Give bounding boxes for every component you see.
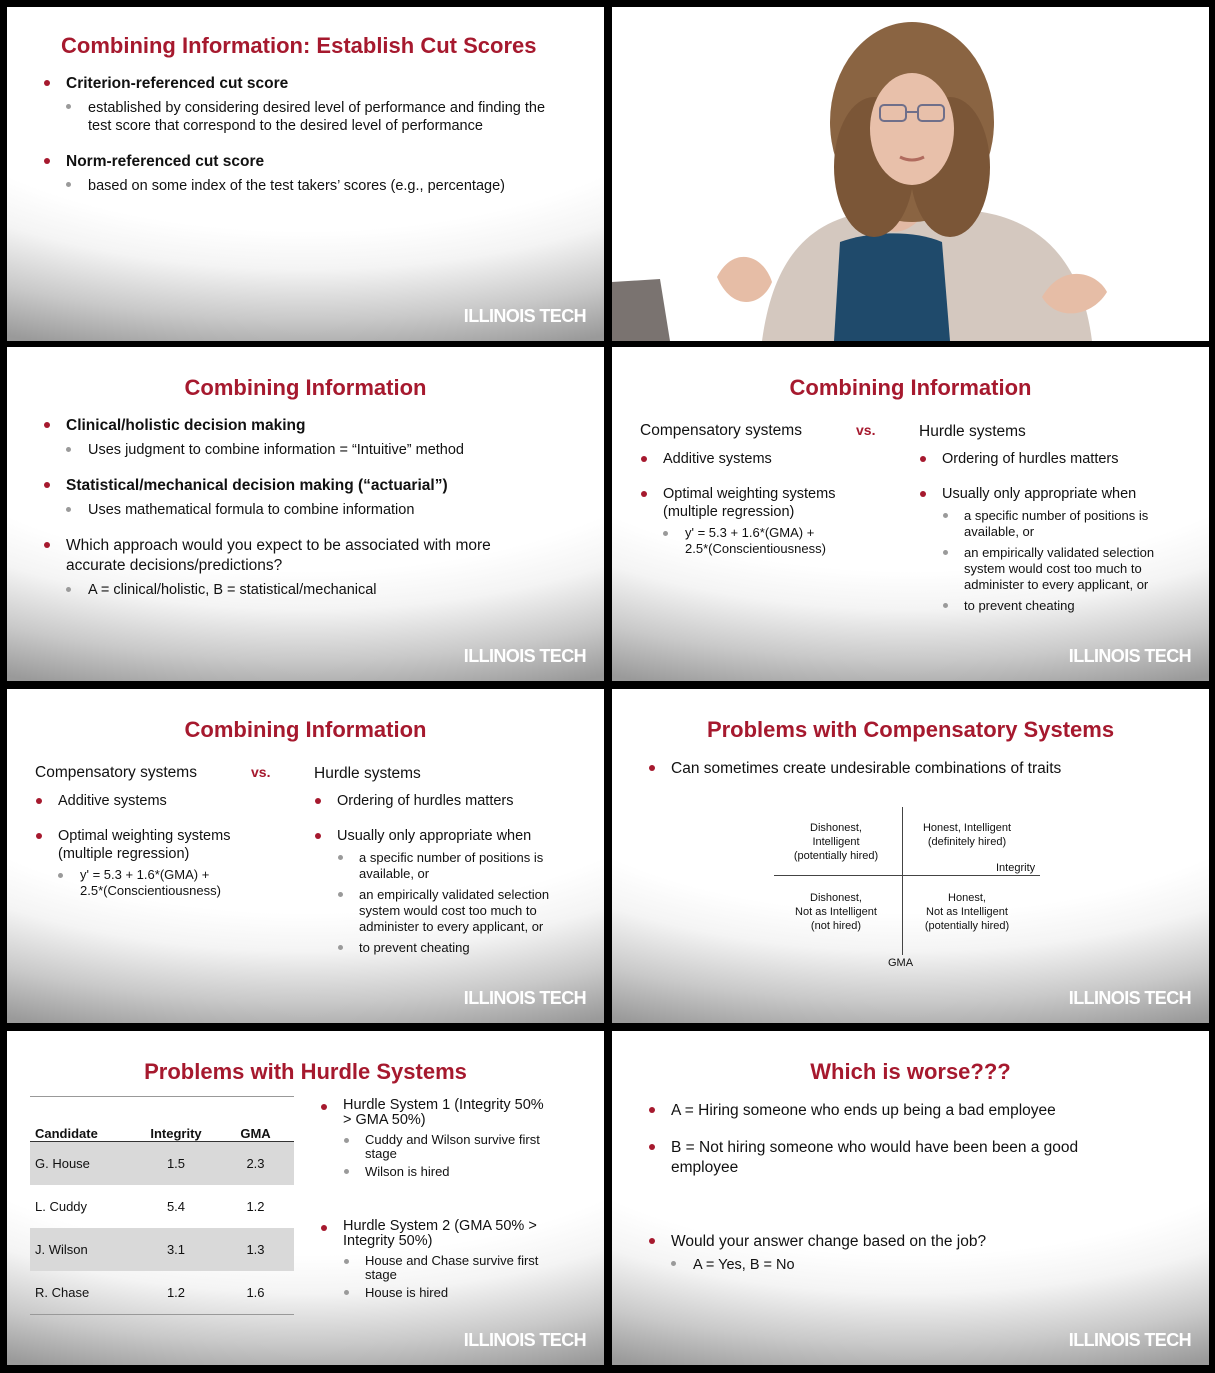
regression-line2: 2.5*(Conscientiousness) [80,883,221,898]
sub-bullet-icon [338,855,343,860]
sub-bullet-icon [943,603,948,608]
quadrant-bottom-left [780,891,892,933]
bullet-icon [641,456,647,462]
right-sub3: to prevent cheating [359,940,470,955]
compensatory-heading: Compensatory systems [35,764,197,781]
slide-decision-making [7,347,604,681]
slide-title: Combining Information [184,375,427,400]
table-cell: J. Wilson [35,1242,88,1257]
quadrant-text: (potentially hired) [924,920,1010,932]
quadrant-text: (not hired) [810,920,862,932]
sub-bullet-icon [66,507,71,512]
sub-criterion-line1: established by considering desired level of performance and finding the [88,100,546,116]
left-optimal-line1: Optimal weighting systems [663,486,836,502]
left-optimal-line1: Optimal weighting systems [58,828,231,844]
sub-bullet-icon [338,945,343,950]
table-cell: 1.2 [166,1285,186,1300]
right-sub1-line2: available, or [359,866,430,881]
bullet-icon [920,456,926,462]
right-sub1-line2: available, or [964,524,1035,539]
table-cell: R. Chase [35,1285,90,1300]
quadrant-text: (potentially hired) [793,850,879,862]
hurdle1-sub2: Wilson is hired [365,1164,450,1179]
sub-bullet-icon [66,447,71,452]
hurdle2-line2: Integrity 50%) [343,1233,433,1249]
slide-title: Which is worse??? [810,1059,1011,1084]
slide-cut-scores [7,7,604,341]
bullet-icon [321,1225,327,1231]
bullet-icon [649,1107,655,1113]
table-top-rule [30,1096,294,1097]
quadrant-text: (definitely hired) [927,836,1007,848]
right-ordering: Ordering of hurdles matters [337,793,514,809]
bullet-icon [44,80,50,86]
quadrant-text: Honest, Intelligent [922,822,1012,834]
sub-bullet-icon [943,513,948,518]
bullet-icon [315,798,321,804]
bullet-clinical: Clinical/holistic decision making [66,417,306,434]
bullet-icon [44,158,50,164]
illinois-tech-logo: ILLINOIS TECH [463,646,586,666]
table-row [30,1228,294,1271]
sub-answer: A = Yes, B = No [693,1257,795,1273]
table-header [30,1115,294,1142]
presenter-video [612,7,1209,341]
table-cell: 1.5 [166,1156,186,1171]
sub-criterion-line2: test score that correspond to the desired level of performance [88,118,483,134]
left-additive: Additive systems [58,793,167,809]
illinois-tech-logo: ILLINOIS TECH [1068,646,1191,666]
column-header: Integrity [150,1126,202,1141]
bullet-icon [641,491,647,497]
quadrant-top-right [910,821,1024,849]
quadrant-top-left [780,821,892,863]
hurdle2-sub1-line2: stage [365,1267,397,1282]
illinois-tech-logo: ILLINOIS TECH [463,306,586,326]
bullet-icon [649,1144,655,1150]
bullet-a: A = Hiring someone who ends up being a bad employee [671,1102,1056,1119]
illinois-tech-logo: ILLINOIS TECH [1068,1330,1191,1350]
presenter-figure [612,7,1209,341]
vs-label: vs. [856,422,876,438]
quadrant-text: Intelligent [812,836,860,848]
right-sub2-line1: an empirically validated selection [359,887,550,902]
y-axis-label: GMA [888,957,914,969]
right-sub2-line3: administer to every applicant, or [964,577,1149,592]
sub-bullet-icon [66,182,71,187]
table-cell: 1.3 [246,1242,265,1257]
regression-line1: y' = 5.3 + 1.6*(GMA) + [685,525,815,540]
sub-bullet-icon [58,873,63,878]
sub-norm: based on some index of the test takers’ scores (e.g., percentage) [88,178,505,194]
slide-title: Combining Information [184,717,427,742]
table-cell: 3.1 [166,1242,186,1257]
table-cell: 2.3 [246,1156,265,1171]
sub-question: A = clinical/holistic, B = statistical/mechanical [88,582,377,598]
slide-compare-systems [612,347,1209,681]
regression-line2: 2.5*(Conscientiousness) [685,541,826,556]
hurdle1-sub1-line1: Cuddy and Wilson survive first [365,1132,540,1147]
bullet-criterion: Criterion-referenced cut score [66,75,289,92]
quadrant-text: Not as Intelligent [926,906,1008,918]
sub-clinical: Uses judgment to combine information = “Intuitive” method [88,442,464,458]
bullet-question-line2: accurate decisions/predictions? [66,557,283,574]
slide-title: Problems with Hurdle Systems [144,1059,467,1084]
table-cell: 1.2 [246,1199,265,1214]
table-row [30,1142,294,1186]
bullet-icon [44,422,50,428]
quadrant-bottom-right [910,891,1024,933]
sub-bullet-icon [943,550,948,555]
vertical-axis [902,807,903,955]
bullet-norm: Norm-referenced cut score [66,153,265,170]
bullet-icon [321,1104,327,1110]
slide-hurdle-problems [7,1031,604,1365]
bullet-question-line1: Which approach would you expect to be associated with more [66,537,491,554]
x-axis-label: Integrity [996,862,1036,874]
sub-bullet-icon [663,531,668,536]
illinois-tech-logo: ILLINOIS TECH [463,1330,586,1350]
slide-title: Problems with Compensatory Systems [706,717,1115,742]
right-ordering: Ordering of hurdles matters [942,451,1119,467]
quadrant-text: Dishonest, [810,822,862,834]
bullet-icon [649,1238,655,1244]
table-cell: 1.6 [246,1285,265,1300]
bullet-b-line1: B = Not hiring someone who would have been been a good [671,1139,1079,1156]
sub-bullet-icon [344,1169,349,1174]
bullet-b-line2: employee [671,1159,739,1176]
slide-title: Combining Information: Establish Cut Scores [61,33,537,58]
sub-statistical: Uses mathematical formula to combine information [88,502,415,518]
hurdle1-line2: > GMA 50%) [343,1112,426,1128]
hurdle-heading: Hurdle systems [314,765,421,782]
sub-bullet-icon [344,1138,349,1143]
bullet-icon [36,833,42,839]
bullet-icon [920,491,926,497]
table-cell: L. Cuddy [35,1199,88,1214]
right-sub2-line3: administer to every applicant, or [359,919,544,934]
right-sub1-line1: a specific number of positions is [964,508,1149,523]
column-header: Candidate [35,1126,98,1141]
slide-compare-systems-2 [7,689,604,1023]
vs-label: vs. [251,764,271,780]
candidate-table [30,1115,294,1315]
sub-bullet-icon [66,104,71,109]
right-usually: Usually only appropriate when [942,486,1137,502]
bullet-icon [44,542,50,548]
illinois-tech-logo: ILLINOIS TECH [463,988,586,1008]
right-sub2-line2: system would cost too much to [964,561,1142,576]
hurdle-heading: Hurdle systems [919,423,1026,440]
quadrant-text: Not as Intelligent [795,906,877,918]
left-additive: Additive systems [663,451,772,467]
right-sub2-line1: an empirically validated selection [964,545,1155,560]
slide-which-worse [612,1031,1209,1365]
illinois-tech-logo: ILLINOIS TECH [1068,988,1191,1008]
sub-bullet-icon [66,587,71,592]
bullet-statistical: Statistical/mechanical decision making (“actuarial”) [66,477,448,494]
quadrant-text: Dishonest, [810,892,862,904]
table-row [30,1271,294,1315]
hurdle1-sub1-line2: stage [365,1146,397,1161]
table-cell: 5.4 [166,1199,186,1214]
horizontal-axis [774,875,1040,876]
compensatory-heading: Compensatory systems [640,422,802,439]
slide-title: Combining Information [789,375,1032,400]
right-sub3: to prevent cheating [964,598,1075,613]
bullet-icon [36,798,42,804]
bullet-undesirable: Can sometimes create undesirable combinations of traits [671,760,1062,777]
left-optimal-line2: (multiple regression) [58,846,190,862]
regression-line1: y' = 5.3 + 1.6*(GMA) + [80,867,210,882]
column-header: GMA [240,1126,271,1141]
right-usually: Usually only appropriate when [337,828,532,844]
bullet-icon [315,833,321,839]
quadrant-text: Honest, [948,892,986,904]
bullet-question: Would your answer change based on the job? [671,1233,987,1250]
sub-bullet-icon [344,1290,349,1295]
table-cell: G. House [35,1156,90,1171]
bullet-icon [44,482,50,488]
hurdle2-line1: Hurdle System 2 (GMA 50% > [343,1218,537,1234]
table-row [30,1185,294,1228]
sub-bullet-icon [344,1259,349,1264]
hurdle2-sub2: House is hired [365,1285,449,1300]
slide-compensatory-problems [612,689,1209,1023]
right-sub1-line1: a specific number of positions is [359,850,544,865]
right-sub2-line2: system would cost too much to [359,903,537,918]
sub-bullet-icon [671,1261,676,1266]
sub-bullet-icon [338,892,343,897]
hurdle1-line1: Hurdle System 1 (Integrity 50% [343,1097,544,1113]
bullet-icon [649,765,655,771]
hurdle2-sub1-line1: House and Chase survive first [365,1253,539,1268]
left-optimal-line2: (multiple regression) [663,504,795,520]
